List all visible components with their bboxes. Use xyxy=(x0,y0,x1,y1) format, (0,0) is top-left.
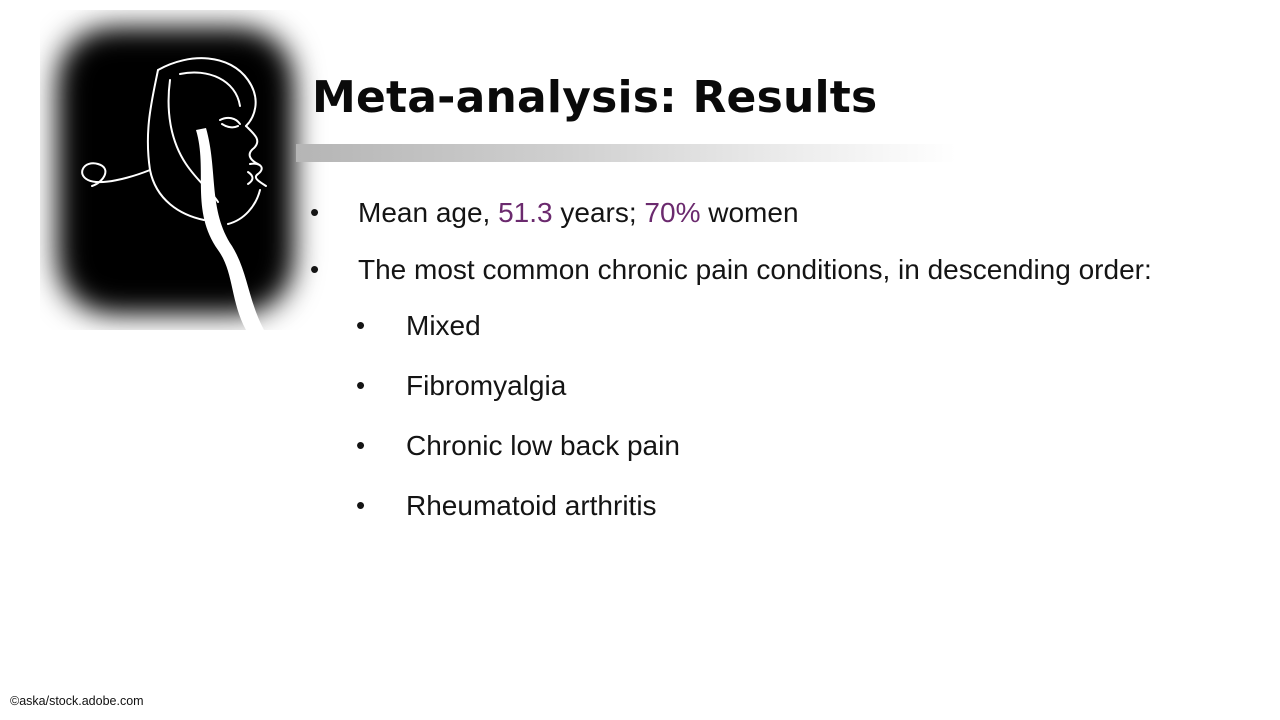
bullet-list xyxy=(310,196,1210,548)
condition-label: Mixed xyxy=(406,310,481,342)
mean-age-value: 51.3 xyxy=(498,197,553,228)
condition-label: Fibromyalgia xyxy=(406,370,567,402)
sub-bullet-container xyxy=(310,309,1210,523)
conditions-text: The most common chronic pain conditions, in descending order: xyxy=(358,253,1152,285)
list-item xyxy=(310,489,1210,524)
bullet-dot: • xyxy=(310,197,320,227)
page-title: Meta-analysis: Results xyxy=(312,72,878,123)
sub-bullet-list xyxy=(310,309,1210,523)
bullet-conditions xyxy=(310,253,1210,288)
face-line-art-illustration xyxy=(40,10,330,330)
bullet-demographics xyxy=(310,196,1210,231)
condition-label: Chronic low back pain xyxy=(406,429,680,461)
list-item xyxy=(310,309,1210,344)
list-item xyxy=(310,429,1210,464)
bullet-dot: • xyxy=(356,370,366,401)
image-credit: ©aska/stock.adobe.com xyxy=(10,694,144,708)
bullet-dot: • xyxy=(310,253,320,284)
bullet-dot: • xyxy=(356,429,366,460)
women-percent-value: 70% xyxy=(644,197,701,228)
bullet-dot: • xyxy=(356,310,366,341)
demographics-text-1: Mean age, xyxy=(358,197,499,228)
title-underline-bar xyxy=(296,144,956,162)
condition-label: Rheumatoid arthritis xyxy=(406,489,657,521)
bullet-dot: • xyxy=(356,489,366,520)
list-item xyxy=(310,369,1210,404)
demographics-text-2: years; xyxy=(552,197,645,228)
demographics-text-3: women xyxy=(700,197,799,228)
